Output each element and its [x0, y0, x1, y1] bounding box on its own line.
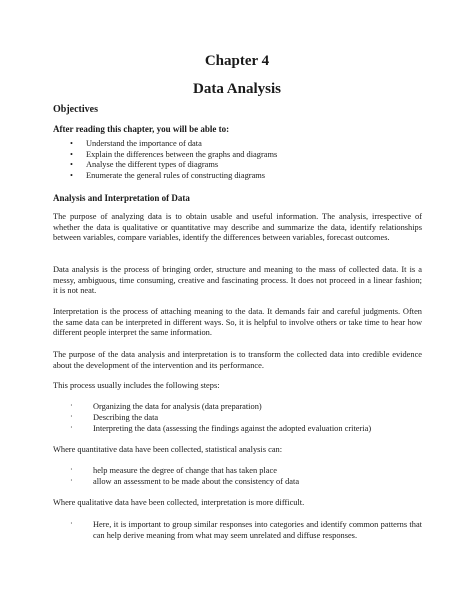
- chapter-title: Data Analysis: [193, 81, 281, 97]
- quantitative-list: [53, 466, 299, 488]
- bullet-icon: ·: [70, 519, 73, 528]
- list-item: · allow an assessment to be made about the consistency of data: [70, 475, 300, 486]
- qualitative-item-text: Here, it is important to group similar responses into categories and identify common patterns that can help derive meaning from what may seem unrelated and diffuse responses.: [93, 520, 422, 540]
- list-item: · help measure the degree of change that has taken place: [70, 465, 277, 475]
- list-item: [53, 520, 422, 541]
- bullet-icon: •: [70, 149, 73, 159]
- paragraph-purpose: The purpose of analyzing data is to obtain usable and useful information. The analysis, irrespective of whether the data is qualitative or quantitative may describe and summarize the data, identify relationships between variables, compare variables, identify the differences between variables, forecast outcomes.: [53, 212, 422, 243]
- list-item: • Understand the importance of data: [70, 139, 202, 148]
- objectives-heading: Objectives: [53, 104, 98, 115]
- bullet-icon: ·: [70, 475, 73, 485]
- bullet-icon: •: [70, 139, 73, 148]
- bullet-icon: ·: [70, 465, 73, 474]
- paragraph-data-analysis: Data analysis is the process of bringing order, structure and meaning to the mass of collected data. It is a messy, ambiguous, time consuming, creative and fascinating process. It does not proceed in a linear fashion; it is not neat.: [53, 265, 422, 296]
- bullet-icon: •: [70, 160, 73, 170]
- list-item: · Interpreting the data (assessing the findings against the adopted evaluation criteria): [70, 422, 372, 433]
- list-item: · Describing the data: [70, 411, 159, 422]
- section-heading: Analysis and Interpretation of Data: [53, 193, 190, 203]
- bullet-icon: •: [70, 170, 73, 180]
- bullet-icon: ·: [70, 401, 73, 410]
- list-item: · Organizing the data for analysis (data preparation): [70, 401, 262, 411]
- paragraph-interpretation: Interpretation is the process of attaching meaning to the data. It demands fair and careful judgments. Often the same data can be interpreted in different ways. So, it is helpful to involve others or take time to hear how different people interpret the same information.: [53, 307, 422, 338]
- steps-list: [53, 402, 371, 434]
- paragraph-transform: The purpose of the data analysis and interpretation is to transform the collected data into credible evidence about the development of the intervention and its performance.: [53, 350, 422, 370]
- list-item: • Analyse the different types of diagrams: [70, 160, 219, 170]
- chapter-number: Chapter 4: [204, 53, 270, 69]
- paragraph-quantitative: Where quantitative data have been collected, statistical analysis can:: [53, 445, 283, 454]
- objectives-list: [53, 139, 277, 181]
- list-item: • Explain the differences between the graphs and diagrams: [70, 149, 278, 159]
- paragraph-qualitative: Where qualitative data have been collected, interpretation is more difficult.: [53, 498, 305, 507]
- paragraph-process: This process usually includes the following steps:: [53, 381, 220, 390]
- objectives-intro: After reading this chapter, you will be able to:: [53, 124, 230, 134]
- bullet-icon: ·: [70, 422, 73, 432]
- bullet-icon: ·: [70, 411, 73, 421]
- list-item: • Enumerate the general rules of constructing diagrams: [70, 170, 266, 180]
